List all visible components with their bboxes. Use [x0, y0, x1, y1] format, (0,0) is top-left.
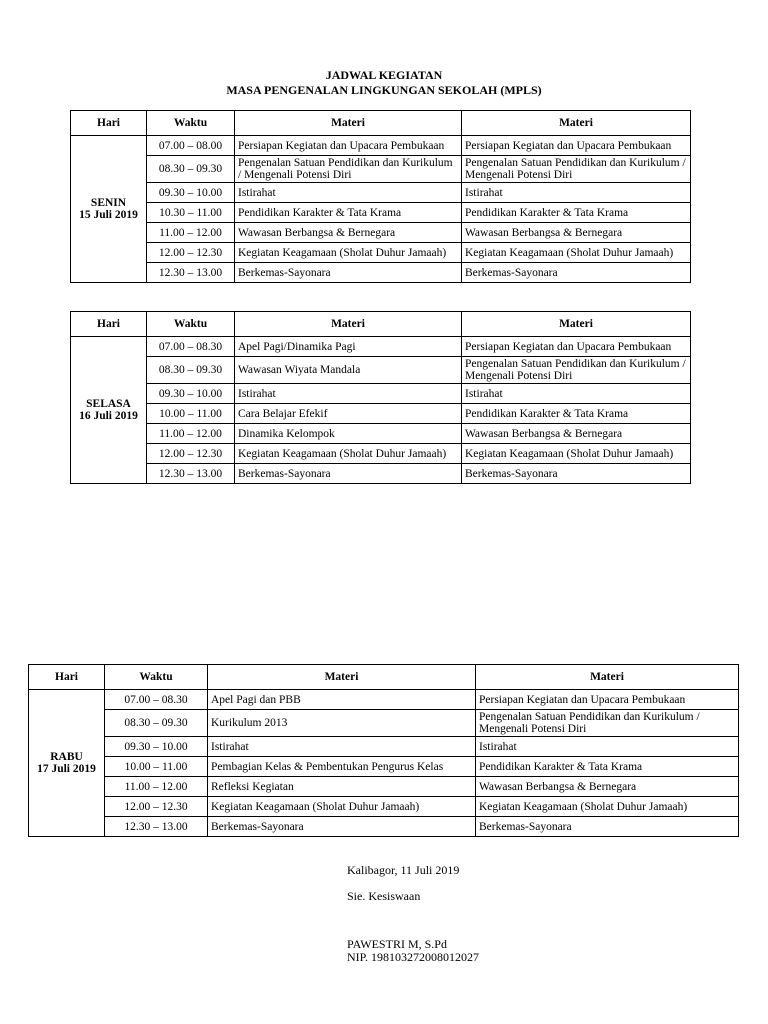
time-cell: 12.00 – 12.30 — [147, 444, 235, 464]
time-cell: 09.30 – 10.00 — [147, 384, 235, 404]
table-header-row — [71, 111, 691, 136]
materi-2-cell: Istirahat — [462, 183, 691, 203]
materi-1-cell: Apel Pagi/Dinamika Pagi — [235, 337, 462, 357]
table-row — [71, 444, 691, 464]
header-materi-2: Materi — [476, 665, 739, 690]
table-row — [71, 424, 691, 444]
table-row — [71, 156, 691, 183]
table-row — [29, 817, 739, 837]
materi-2-cell: Berkemas-Sayonara — [462, 263, 691, 283]
schedule-table-rabu — [28, 664, 739, 837]
table-row — [71, 404, 691, 424]
materi-1-cell: Refleksi Kegiatan — [208, 777, 476, 797]
materi-2-cell: Istirahat — [476, 737, 739, 757]
signature-name: PAWESTRI M, S.Pd — [347, 937, 447, 951]
time-cell: 12.00 – 12.30 — [147, 243, 235, 263]
time-cell: 07.00 – 08.00 — [147, 136, 235, 156]
day-date: 17 Juli 2019 — [37, 763, 96, 775]
materi-2-cell: Pengenalan Satuan Pendidikan dan Kurikulum / Mengenali Potensi Diri — [462, 156, 691, 183]
table-row — [71, 243, 691, 263]
time-cell: 12.30 – 13.00 — [105, 817, 208, 837]
materi-1-cell: Berkemas-Sayonara — [235, 263, 462, 283]
table-row — [71, 384, 691, 404]
materi-2-cell: Pendidikan Karakter & Tata Krama — [462, 203, 691, 223]
materi-2-cell: Berkemas-Sayonara — [462, 464, 691, 484]
day-date: 15 Juli 2019 — [79, 209, 138, 221]
materi-1-cell: Istirahat — [235, 183, 462, 203]
materi-2-cell: Persiapan Kegiatan dan Upacara Pembukaan — [476, 690, 739, 710]
materi-2-cell: Pengenalan Satuan Pendidikan dan Kurikulum / Mengenali Potensi Diri — [462, 357, 691, 384]
time-cell: 12.30 – 13.00 — [147, 464, 235, 484]
header-time: Waktu — [147, 312, 235, 337]
materi-2-cell: Wawasan Berbangsa & Bernegara — [462, 424, 691, 444]
time-cell: 11.00 – 12.00 — [105, 777, 208, 797]
time-cell: 11.00 – 12.00 — [147, 223, 235, 243]
header-time: Waktu — [105, 665, 208, 690]
table-row — [71, 263, 691, 283]
materi-2-cell: Istirahat — [462, 384, 691, 404]
header-materi-1: Materi — [235, 111, 462, 136]
table-row — [71, 136, 691, 156]
materi-1-cell: Istirahat — [235, 384, 462, 404]
materi-2-cell: Persiapan Kegiatan dan Upacara Pembukaan — [462, 136, 691, 156]
materi-1-cell: Pendidikan Karakter & Tata Krama — [235, 203, 462, 223]
table-row — [29, 690, 739, 710]
materi-1-cell: Kegiatan Keagamaan (Sholat Duhur Jamaah) — [208, 797, 476, 817]
materi-1-cell: Istirahat — [208, 737, 476, 757]
table-row — [29, 757, 739, 777]
materi-2-cell: Kegiatan Keagamaan (Sholat Duhur Jamaah) — [462, 444, 691, 464]
materi-2-cell: Pendidikan Karakter & Tata Krama — [462, 404, 691, 424]
materi-2-cell: Persiapan Kegiatan dan Upacara Pembukaan — [462, 337, 691, 357]
time-cell: 12.30 – 13.00 — [147, 263, 235, 283]
materi-2-cell: Wawasan Berbangsa & Bernegara — [476, 777, 739, 797]
materi-2-cell: Kegiatan Keagamaan (Sholat Duhur Jamaah) — [462, 243, 691, 263]
table-row — [71, 223, 691, 243]
time-cell: 09.30 – 10.00 — [105, 737, 208, 757]
day-name: SENIN — [90, 197, 127, 209]
schedule-table-senin — [70, 110, 691, 283]
table-row — [29, 737, 739, 757]
time-cell: 09.30 – 10.00 — [147, 183, 235, 203]
header-materi-1: Materi — [235, 312, 462, 337]
header-time: Waktu — [147, 111, 235, 136]
materi-1-cell: Pengenalan Satuan Pendidikan dan Kurikulum / Mengenali Potensi Diri — [235, 156, 462, 183]
table-header-row — [29, 665, 739, 690]
title-line-1: JADWAL KEGIATAN — [325, 68, 443, 82]
materi-1-cell: Berkemas-Sayonara — [235, 464, 462, 484]
materi-1-cell: Apel Pagi dan PBB — [208, 690, 476, 710]
signature-place-date: Kalibagor, 11 Juli 2019 — [347, 863, 460, 877]
materi-1-cell: Berkemas-Sayonara — [208, 817, 476, 837]
materi-1-cell: Kurikulum 2013 — [208, 710, 476, 737]
time-cell: 11.00 – 12.00 — [147, 424, 235, 444]
day-cell — [29, 690, 105, 837]
schedule-table-selasa — [70, 311, 691, 484]
signature-position: Sie. Kesiswaan — [347, 889, 421, 903]
time-cell: 10.00 – 11.00 — [105, 757, 208, 777]
day-cell — [71, 136, 147, 283]
header-day: Hari — [29, 665, 105, 690]
materi-1-cell: Wawasan Wiyata Mandala — [235, 357, 462, 384]
materi-1-cell: Persiapan Kegiatan dan Upacara Pembukaan — [235, 136, 462, 156]
day-cell — [71, 337, 147, 484]
time-cell: 08.30 – 09.30 — [147, 357, 235, 384]
title-line-2: MASA PENGENALAN LINGKUNGAN SEKOLAH (MPLS) — [226, 83, 542, 97]
table-row — [29, 710, 739, 737]
materi-2-cell: Berkemas-Sayonara — [476, 817, 739, 837]
time-cell: 08.30 – 09.30 — [105, 710, 208, 737]
materi-1-cell: Kegiatan Keagamaan (Sholat Duhur Jamaah) — [235, 243, 462, 263]
table-row — [71, 183, 691, 203]
header-day: Hari — [71, 111, 147, 136]
materi-2-cell: Kegiatan Keagamaan (Sholat Duhur Jamaah) — [476, 797, 739, 817]
header-day: Hari — [71, 312, 147, 337]
time-cell: 07.00 – 08.30 — [147, 337, 235, 357]
header-materi-1: Materi — [208, 665, 476, 690]
day-name: SELASA — [86, 398, 131, 410]
time-cell: 07.00 – 08.30 — [105, 690, 208, 710]
materi-1-cell: Kegiatan Keagamaan (Sholat Duhur Jamaah) — [235, 444, 462, 464]
day-name: RABU — [50, 751, 83, 763]
materi-1-cell: Wawasan Berbangsa & Bernegara — [235, 223, 462, 243]
materi-2-cell: Pendidikan Karakter & Tata Krama — [476, 757, 739, 777]
table-row — [71, 464, 691, 484]
materi-1-cell: Pembagian Kelas & Pembentukan Pengurus Kelas — [208, 757, 476, 777]
day-date: 16 Juli 2019 — [79, 410, 138, 422]
signature-nip: NIP. 198103272008012027 — [347, 950, 480, 964]
materi-2-cell: Pengenalan Satuan Pendidikan dan Kurikulum / Mengenali Potensi Diri — [476, 710, 739, 737]
header-materi-2: Materi — [462, 312, 691, 337]
header-materi-2: Materi — [462, 111, 691, 136]
document-title — [0, 68, 768, 98]
time-cell: 10.30 – 11.00 — [147, 203, 235, 223]
table-header-row — [71, 312, 691, 337]
table-row — [71, 357, 691, 384]
table-row — [29, 797, 739, 817]
materi-1-cell: Dinamika Kelompok — [235, 424, 462, 444]
time-cell: 08.30 – 09.30 — [147, 156, 235, 183]
materi-1-cell: Cara Belajar Efekif — [235, 404, 462, 424]
table-row — [71, 337, 691, 357]
table-row — [71, 203, 691, 223]
time-cell: 10.00 – 11.00 — [147, 404, 235, 424]
materi-2-cell: Wawasan Berbangsa & Bernegara — [462, 223, 691, 243]
table-row — [29, 777, 739, 797]
time-cell: 12.00 – 12.30 — [105, 797, 208, 817]
